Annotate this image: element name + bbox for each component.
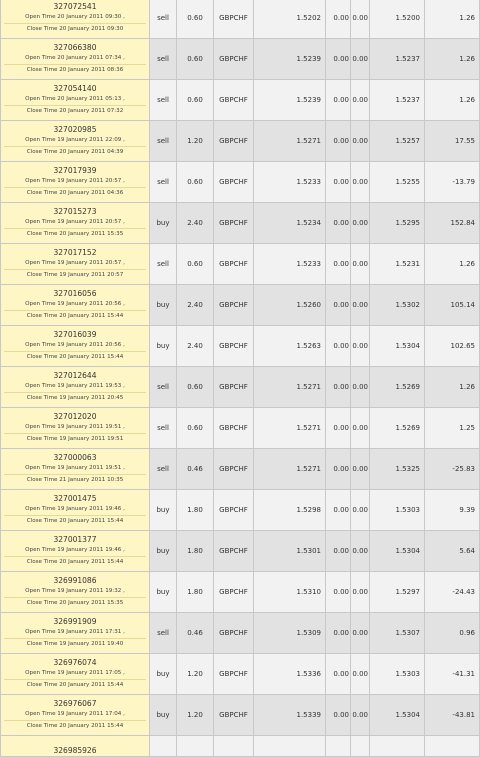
ticket-id: 326985926: [53, 746, 97, 755]
trade-info-cell: [1, 162, 150, 203]
trade-row: [1, 408, 480, 449]
commission-cell: 0.00: [326, 531, 351, 572]
lots-cell: 2.40: [177, 326, 214, 367]
close-price-cell: 1.5302: [370, 285, 425, 326]
open-time: Open Time 20 January 2011 09:30 ,: [25, 14, 125, 20]
trade-row: [1, 449, 480, 490]
lots-cell: 1.20: [177, 695, 214, 736]
profit-cell: 17.55: [425, 121, 480, 162]
trade-type-cell: sell: [150, 121, 177, 162]
open-time: Open Time 19 January 2011 20:57 ,: [25, 260, 125, 266]
swap-cell: 0.00: [351, 367, 370, 408]
open-price-cell: 1.5271: [254, 367, 326, 408]
open-price-cell: 1.5271: [254, 408, 326, 449]
close-price-cell: 1.5303: [370, 654, 425, 695]
trade-type-cell: buy: [150, 654, 177, 695]
trade-row: [1, 613, 480, 654]
trade-row: [1, 121, 480, 162]
lots-cell: 0.46: [177, 613, 214, 654]
open-price-cell: 1.5234: [254, 203, 326, 244]
trade-type-cell: sell: [150, 80, 177, 121]
ticket-id: 326991909: [53, 617, 97, 626]
trade-type-cell: sell: [150, 367, 177, 408]
symbol-cell: GBPCHF: [214, 80, 254, 121]
symbol-cell: GBPCHF: [214, 572, 254, 613]
profit-cell: -41.31: [425, 654, 480, 695]
close-time: Close Time 20 January 2011 09:30: [26, 25, 124, 32]
commission-cell: 0.00: [326, 613, 351, 654]
trade-info-cell: [1, 367, 150, 408]
trade-row: [1, 326, 480, 367]
commission-cell: 0.00: [326, 244, 351, 285]
swap-cell: 0.00: [351, 162, 370, 203]
close-time: Close Time 21 January 2011 10:35: [26, 476, 124, 483]
close-price-cell: 1.5237: [370, 39, 425, 80]
trade-type-cell: sell: [150, 244, 177, 285]
trade-row: [1, 244, 480, 285]
commission-cell: 0.00: [326, 121, 351, 162]
trade-type-cell: sell: [150, 613, 177, 654]
swap-cell: 0.00: [351, 203, 370, 244]
symbol-cell: GBPCHF: [214, 244, 254, 285]
trade-row: [1, 203, 480, 244]
profit-cell: 1.26: [425, 0, 480, 39]
lots-cell: 2.40: [177, 203, 214, 244]
lots-cell: 0.46: [177, 449, 214, 490]
swap-cell: 0.00: [351, 695, 370, 736]
ticket-id: 327016039: [53, 330, 97, 339]
swap-cell: 0.00: [351, 408, 370, 449]
close-time: Close Time 20 January 2011 15:44: [26, 722, 124, 729]
empty-cell: [214, 736, 254, 757]
profit-cell: 1.26: [425, 244, 480, 285]
empty-cell: [326, 736, 351, 757]
close-time: Close Time 20 January 2011 15:44: [26, 353, 124, 360]
trade-info-cell: [1, 326, 150, 367]
close-price-cell: 1.5307: [370, 613, 425, 654]
open-price-cell: 1.5239: [254, 80, 326, 121]
open-price-cell: 1.5271: [254, 449, 326, 490]
swap-cell: 0.00: [351, 121, 370, 162]
commission-cell: 0.00: [326, 39, 351, 80]
open-price-cell: 1.5233: [254, 162, 326, 203]
lots-cell: 1.80: [177, 531, 214, 572]
lots-cell: 0.60: [177, 0, 214, 39]
lots-cell: 1.80: [177, 490, 214, 531]
trade-info-cell: [1, 654, 150, 695]
commission-cell: 0.00: [326, 695, 351, 736]
trade-type-cell: sell: [150, 0, 177, 39]
lots-cell: 0.60: [177, 80, 214, 121]
close-price-cell: 1.5255: [370, 162, 425, 203]
trade-info-cell: [1, 531, 150, 572]
open-time: Open Time 19 January 2011 22:09 ,: [25, 137, 125, 143]
commission-cell: 0.00: [326, 0, 351, 39]
swap-cell: 0.00: [351, 80, 370, 121]
ticket-id: 327017152: [53, 248, 97, 257]
empty-cell: [254, 736, 326, 757]
trade-info-cell: [1, 449, 150, 490]
trade-type-cell: buy: [150, 695, 177, 736]
trade-info-cell: [1, 121, 150, 162]
trade-row: [1, 162, 480, 203]
lots-cell: 1.80: [177, 572, 214, 613]
open-time: Open Time 19 January 2011 17:31 ,: [25, 629, 125, 635]
trade-info-cell: [1, 736, 150, 757]
ticket-id: 327054140: [53, 84, 97, 93]
lots-cell: 0.60: [177, 408, 214, 449]
open-time: Open Time 19 January 2011 19:46 ,: [25, 547, 125, 553]
profit-cell: 0.96: [425, 613, 480, 654]
close-time: Close Time 20 January 2011 15:44: [26, 681, 124, 688]
swap-cell: 0.00: [351, 39, 370, 80]
symbol-cell: GBPCHF: [214, 531, 254, 572]
trade-info-cell: [1, 408, 150, 449]
ticket-id: 327017939: [53, 166, 97, 175]
close-price-cell: 1.5269: [370, 367, 425, 408]
close-time: Close Time 20 January 2011 04:39: [26, 148, 124, 155]
open-time: Open Time 20 January 2011 07:34 ,: [25, 55, 125, 61]
trade-info-cell: [1, 39, 150, 80]
close-time: Close Time 20 January 2011 04:36: [26, 189, 124, 196]
commission-cell: 0.00: [326, 162, 351, 203]
commission-cell: 0.00: [326, 285, 351, 326]
trade-type-cell: buy: [150, 203, 177, 244]
open-time: Open Time 19 January 2011 19:51 ,: [25, 424, 125, 430]
lots-cell: 0.60: [177, 367, 214, 408]
trade-type-cell: buy: [150, 531, 177, 572]
trade-row: [1, 531, 480, 572]
close-time: Close Time 20 January 2011 15:44: [26, 558, 124, 565]
profit-cell: 9.39: [425, 490, 480, 531]
close-price-cell: 1.5200: [370, 0, 425, 39]
swap-cell: 0.00: [351, 654, 370, 695]
trade-info-cell: [1, 0, 150, 39]
swap-cell: 0.00: [351, 490, 370, 531]
trade-row: [1, 80, 480, 121]
open-price-cell: 1.5263: [254, 326, 326, 367]
open-time: Open Time 19 January 2011 17:05 ,: [25, 670, 125, 676]
open-price-cell: 1.5271: [254, 121, 326, 162]
commission-cell: 0.00: [326, 80, 351, 121]
trade-info-cell: [1, 490, 150, 531]
swap-cell: 0.00: [351, 613, 370, 654]
symbol-cell: GBPCHF: [214, 695, 254, 736]
profit-cell: 1.26: [425, 80, 480, 121]
open-price-cell: 1.5310: [254, 572, 326, 613]
symbol-cell: GBPCHF: [214, 449, 254, 490]
close-time: Close Time 20 January 2011 15:35: [26, 599, 124, 606]
open-time: Open Time 19 January 2011 20:56 ,: [25, 301, 125, 307]
profit-cell: 1.25: [425, 408, 480, 449]
trade-type-cell: buy: [150, 285, 177, 326]
ticket-id: 327012644: [53, 371, 97, 380]
open-time: Open Time 19 January 2011 20:56 ,: [25, 342, 125, 348]
ticket-id: 326976074: [53, 658, 97, 667]
close-time: Close Time 19 January 2011 19:40: [26, 640, 124, 647]
empty-cell: [370, 736, 425, 757]
lots-cell: 1.20: [177, 121, 214, 162]
swap-cell: 0.00: [351, 285, 370, 326]
trade-type-cell: buy: [150, 326, 177, 367]
swap-cell: 0.00: [351, 0, 370, 39]
trade-row: [1, 695, 480, 736]
close-price-cell: 1.5304: [370, 326, 425, 367]
close-price-cell: 1.5231: [370, 244, 425, 285]
ticket-id: 327016056: [53, 289, 97, 298]
trade-info-cell: [1, 613, 150, 654]
empty-cell: [425, 736, 480, 757]
commission-cell: 0.00: [326, 490, 351, 531]
trade-type-cell: sell: [150, 449, 177, 490]
trade-rows: [1, 0, 480, 757]
close-time: Close Time 20 January 2011 07:32: [26, 107, 124, 114]
trade-type-cell: sell: [150, 408, 177, 449]
trade-row: [1, 39, 480, 80]
lots-cell: 1.20: [177, 654, 214, 695]
trade-row: [1, 572, 480, 613]
open-price-cell: 1.5301: [254, 531, 326, 572]
open-time: Open Time 19 January 2011 17:04 ,: [25, 711, 125, 717]
profit-cell: 5.64: [425, 531, 480, 572]
commission-cell: 0.00: [326, 408, 351, 449]
open-price-cell: 1.5260: [254, 285, 326, 326]
commission-cell: 0.00: [326, 572, 351, 613]
commission-cell: 0.00: [326, 203, 351, 244]
close-price-cell: 1.5297: [370, 572, 425, 613]
profit-cell: -25.83: [425, 449, 480, 490]
open-price-cell: 1.5309: [254, 613, 326, 654]
swap-cell: 0.00: [351, 531, 370, 572]
open-time: Open Time 19 January 2011 20:57 ,: [25, 219, 125, 225]
profit-cell: 1.26: [425, 39, 480, 80]
trade-row: [1, 736, 480, 757]
commission-cell: 0.00: [326, 367, 351, 408]
open-price-cell: 1.5233: [254, 244, 326, 285]
trade-type-cell: sell: [150, 39, 177, 80]
symbol-cell: GBPCHF: [214, 203, 254, 244]
trade-info-cell: [1, 285, 150, 326]
lots-cell: 0.60: [177, 39, 214, 80]
swap-cell: 0.00: [351, 449, 370, 490]
close-price-cell: 1.5257: [370, 121, 425, 162]
trade-info-cell: [1, 80, 150, 121]
profit-cell: -24.43: [425, 572, 480, 613]
profit-cell: -13.79: [425, 162, 480, 203]
close-price-cell: 1.5304: [370, 531, 425, 572]
symbol-cell: GBPCHF: [214, 490, 254, 531]
profit-cell: -43.81: [425, 695, 480, 736]
open-price-cell: 1.5298: [254, 490, 326, 531]
empty-cell: [177, 736, 214, 757]
close-time: Close Time 19 January 2011 19:51: [26, 435, 124, 442]
ticket-id: 327001377: [53, 535, 97, 544]
ticket-id: 327066380: [53, 43, 97, 52]
commission-cell: 0.00: [326, 654, 351, 695]
commission-cell: 0.00: [326, 326, 351, 367]
ticket-id: 326976067: [53, 699, 97, 708]
swap-cell: 0.00: [351, 326, 370, 367]
close-time: Close Time 19 January 2011 20:57: [26, 271, 124, 278]
profit-cell: 152.84: [425, 203, 480, 244]
close-time: Close Time 19 January 2011 20:45: [26, 394, 124, 401]
swap-cell: 0.00: [351, 244, 370, 285]
ticket-id: 327001475: [53, 494, 97, 503]
symbol-cell: GBPCHF: [214, 613, 254, 654]
symbol-cell: GBPCHF: [214, 408, 254, 449]
symbol-cell: GBPCHF: [214, 121, 254, 162]
trade-row: [1, 285, 480, 326]
open-time: Open Time 19 January 2011 19:32 ,: [25, 588, 125, 594]
open-time: Open Time 19 January 2011 19:53 ,: [25, 383, 125, 389]
symbol-cell: GBPCHF: [214, 326, 254, 367]
trade-info-cell: [1, 203, 150, 244]
symbol-cell: GBPCHF: [214, 285, 254, 326]
symbol-cell: GBPCHF: [214, 654, 254, 695]
close-time: Close Time 20 January 2011 15:44: [26, 312, 124, 319]
swap-cell: 0.00: [351, 572, 370, 613]
trade-type-cell: sell: [150, 162, 177, 203]
trade-type-cell: buy: [150, 572, 177, 613]
trade-row: [1, 654, 480, 695]
open-price-cell: 1.5339: [254, 695, 326, 736]
trade-info-cell: [1, 244, 150, 285]
trade-info-cell: [1, 572, 150, 613]
open-price-cell: 1.5202: [254, 0, 326, 39]
open-time: Open Time 19 January 2011 19:46 ,: [25, 506, 125, 512]
ticket-id: 327012020: [53, 412, 97, 421]
ticket-id: 327000063: [53, 453, 97, 462]
open-time: Open Time 19 January 2011 20:57 ,: [25, 178, 125, 184]
close-time: Close Time 20 January 2011 15:35: [26, 230, 124, 237]
close-price-cell: 1.5304: [370, 695, 425, 736]
ticket-id: 327072541: [53, 2, 97, 11]
symbol-cell: GBPCHF: [214, 367, 254, 408]
empty-cell: [150, 736, 177, 757]
close-price-cell: 1.5325: [370, 449, 425, 490]
symbol-cell: GBPCHF: [214, 162, 254, 203]
trade-row: [1, 490, 480, 531]
trade-row: [1, 0, 480, 39]
close-time: Close Time 20 January 2011 08:36: [26, 66, 124, 73]
trade-type-cell: buy: [150, 490, 177, 531]
close-price-cell: 1.5295: [370, 203, 425, 244]
trade-row: [1, 367, 480, 408]
symbol-cell: GBPCHF: [214, 0, 254, 39]
profit-cell: 105.14: [425, 285, 480, 326]
trade-info-cell: [1, 695, 150, 736]
symbol-cell: GBPCHF: [214, 39, 254, 80]
profit-cell: 1.26: [425, 367, 480, 408]
close-price-cell: 1.5269: [370, 408, 425, 449]
open-price-cell: 1.5239: [254, 39, 326, 80]
open-time: Open Time 20 January 2011 05:13 ,: [25, 96, 125, 102]
lots-cell: 0.60: [177, 244, 214, 285]
commission-cell: 0.00: [326, 449, 351, 490]
open-price-cell: 1.5336: [254, 654, 326, 695]
close-time: Close Time 20 January 2011 15:44: [26, 517, 124, 524]
ticket-id: 327015273: [53, 207, 97, 216]
close-price-cell: 1.5303: [370, 490, 425, 531]
close-price-cell: 1.5237: [370, 80, 425, 121]
lots-cell: 2.40: [177, 285, 214, 326]
empty-cell: [351, 736, 370, 757]
open-time: Open Time 19 January 2011 19:51 ,: [25, 465, 125, 471]
lots-cell: 0.60: [177, 162, 214, 203]
ticket-id: 327020985: [53, 125, 97, 134]
profit-cell: 102.65: [425, 326, 480, 367]
ticket-id: 326991086: [53, 576, 97, 585]
